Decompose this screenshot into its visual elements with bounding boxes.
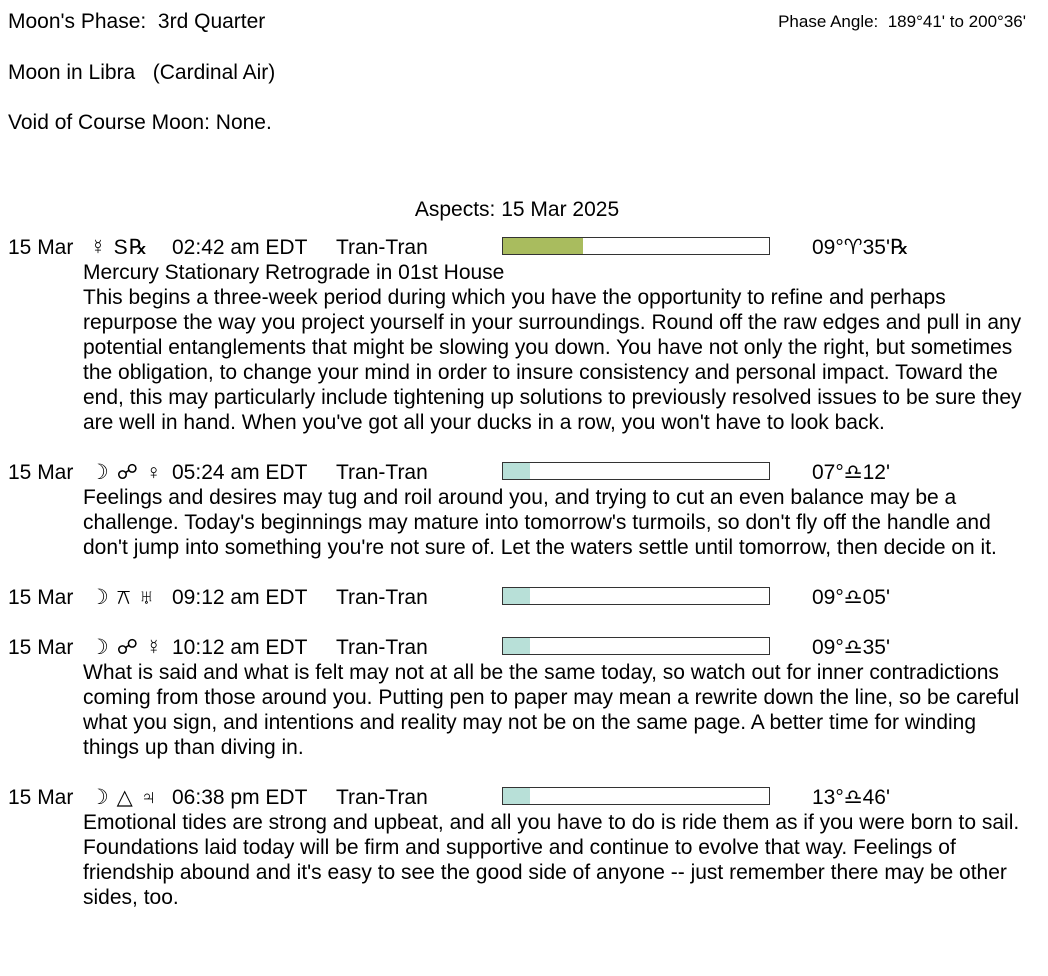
strength-bar bbox=[502, 637, 770, 655]
strength-bar bbox=[502, 462, 770, 480]
aspect-time: 02:42 am EDT bbox=[172, 236, 308, 259]
strength-bar bbox=[502, 587, 770, 605]
moon-sign: Moon in Libra (Cardinal Air) bbox=[8, 61, 276, 84]
strength-bar-fill bbox=[503, 463, 530, 479]
strength-bar bbox=[502, 237, 770, 255]
aspect-date: 15 Mar bbox=[8, 636, 74, 659]
strength-bar bbox=[502, 787, 770, 805]
aspect-entry bbox=[0, 635, 1048, 760]
aspect-type: Tran-Tran bbox=[336, 786, 428, 809]
aspects-title: Aspects: 15 Mar 2025 bbox=[414, 198, 620, 221]
aspect-date: 15 Mar bbox=[8, 461, 74, 484]
aspect-header-row bbox=[0, 635, 1048, 660]
aspect-glyphs: ☽ △ ♃ bbox=[90, 786, 158, 809]
aspect-glyphs: ☽ ☍ ☿ bbox=[90, 636, 163, 659]
aspect-header-row bbox=[0, 585, 1048, 610]
aspect-description: Emotional tides are strong and upbeat, and all you have to do is ride them as if you were born to sail. Foundations laid today will be firm and supportive and continue to evolve that way. Feelings of friendship abound and it's easy to see the good side of anyone -- just remember there may be other sides, too. bbox=[83, 811, 1020, 909]
aspect-position: 13°♎46' bbox=[812, 786, 890, 809]
aspect-header-row bbox=[0, 235, 1048, 260]
aspect-position: 09°♈35'℞ bbox=[812, 236, 909, 259]
aspect-description: Feelings and desires may tug and roil around you, and trying to cut an even balance may be a challenge. Today's beginnings may mature into tomorrow's turmoils, so don't fly off the handle and don't jump into something you're not sure of. Let the waters settle until tomorrow, then decide on it. bbox=[83, 486, 997, 559]
aspect-glyphs: ☿ S℞ bbox=[90, 236, 149, 259]
strength-bar-fill bbox=[503, 588, 530, 604]
phase-angle: Phase Angle: 189°41' to 200°36' bbox=[778, 12, 1026, 31]
aspect-position: 07°♎12' bbox=[812, 461, 890, 484]
aspect-entry bbox=[0, 235, 1048, 435]
aspect-date: 15 Mar bbox=[8, 586, 74, 609]
aspect-date: 15 Mar bbox=[8, 786, 74, 809]
aspect-entry bbox=[0, 460, 1048, 560]
aspect-type: Tran-Tran bbox=[336, 236, 428, 259]
aspect-time: 05:24 am EDT bbox=[172, 461, 308, 484]
aspect-entry bbox=[0, 585, 1048, 610]
aspect-type: Tran-Tran bbox=[336, 636, 428, 659]
aspect-header-row bbox=[0, 785, 1048, 810]
aspect-date: 15 Mar bbox=[8, 236, 74, 259]
aspect-description: This begins a three-week period during which you have the opportunity to refine and perhaps repurpose the way you project yourself in your surroundings. Round off the raw edges and pull in any potential entanglements that might be slowing you down. You have not only the right, but sometimes the obligation, to change your mind in order to insure consistency and personal impact. Toward the end, this may particularly include tightening up solutions to previously resolved issues to be sure they are well in hand. When you've got all your ducks in a row, you won't have to look back. bbox=[83, 286, 1022, 434]
aspect-time: 09:12 am EDT bbox=[172, 586, 308, 609]
aspects-list bbox=[0, 235, 1048, 935]
aspect-glyphs: ☽ ☍ ♀ bbox=[90, 461, 163, 484]
aspect-type: Tran-Tran bbox=[336, 461, 428, 484]
aspect-glyphs: ☽ ⚻ ♅ bbox=[90, 586, 156, 609]
aspect-header-row bbox=[0, 460, 1048, 485]
aspect-title: Mercury Stationary Retrograde in 01st House bbox=[83, 261, 505, 284]
strength-bar-fill bbox=[503, 788, 530, 804]
strength-bar-fill bbox=[503, 238, 583, 254]
aspect-position: 09°♎05' bbox=[812, 586, 890, 609]
aspect-type: Tran-Tran bbox=[336, 586, 428, 609]
void-of-course: Void of Course Moon: None. bbox=[8, 111, 272, 134]
strength-bar-fill bbox=[503, 638, 530, 654]
aspect-description: What is said and what is felt may not at all be the same today, so watch out for inner contradictions coming from those around you. Putting pen to paper may mean a rewrite down the line, so be careful what you sign, and intentions and reality may not be on the same page. A better time for winding things up than diving in. bbox=[83, 661, 1020, 759]
aspect-time: 10:12 am EDT bbox=[172, 636, 308, 659]
aspect-position: 09°♎35' bbox=[812, 636, 890, 659]
aspect-time: 06:38 pm EDT bbox=[172, 786, 308, 809]
moon-phase: Moon's Phase: 3rd Quarter bbox=[8, 10, 266, 33]
aspect-entry bbox=[0, 785, 1048, 910]
